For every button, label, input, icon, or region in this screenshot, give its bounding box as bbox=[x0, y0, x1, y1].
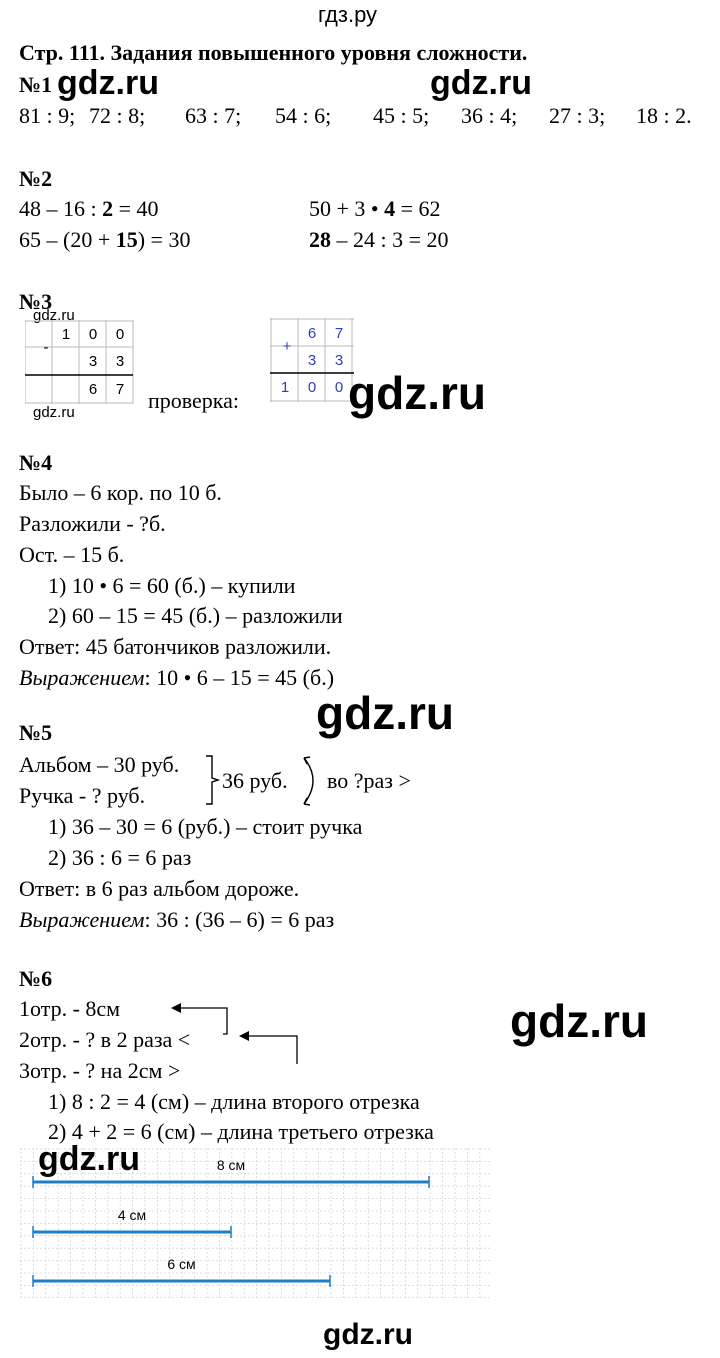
task3-label: №3 bbox=[19, 289, 53, 314]
condition-line: Ручка - ? руб. bbox=[19, 783, 146, 808]
watermark: gdz.ru bbox=[33, 307, 75, 324]
compare-label: во ?раз > bbox=[327, 768, 411, 793]
task2-label: №2 bbox=[19, 166, 53, 191]
solution-step: 1) 10 • 6 = 60 (б.) – купили bbox=[48, 573, 296, 598]
relation-arrows bbox=[165, 998, 305, 1068]
watermark: gdz.ru bbox=[430, 64, 532, 102]
equation: 65 – (20 + 15) = 30 bbox=[19, 227, 191, 252]
segment-label: 8 см bbox=[216, 1157, 246, 1173]
solution-step: 2) 36 : 6 = 6 раз bbox=[48, 845, 192, 870]
division-item: 81 : 9; bbox=[19, 103, 76, 128]
plus-sign: + bbox=[282, 337, 292, 355]
digit: 3 bbox=[115, 352, 125, 370]
division-item: 54 : 6; bbox=[275, 103, 332, 128]
condition-line: Альбом – 30 руб. bbox=[19, 752, 180, 777]
solution-step: 1) 8 : 2 = 4 (см) – длина второго отрезка bbox=[48, 1089, 420, 1114]
digit: 7 bbox=[115, 380, 125, 398]
compare-arrow bbox=[300, 752, 328, 810]
addition-grid bbox=[270, 318, 356, 402]
digit: 0 bbox=[334, 378, 344, 396]
digit: 7 bbox=[334, 324, 344, 342]
task5-label: №5 bbox=[19, 720, 53, 745]
digit: 0 bbox=[88, 325, 98, 343]
digit: 1 bbox=[280, 378, 290, 396]
condition-line: Разложили - ?б. bbox=[19, 511, 166, 536]
equation: 48 – 16 : 2 = 40 bbox=[19, 196, 159, 221]
digit: 3 bbox=[307, 351, 317, 369]
division-item: 72 : 8; bbox=[89, 103, 146, 128]
footer-watermark: gdz.ru bbox=[323, 1318, 413, 1351]
digit: 6 bbox=[88, 380, 98, 398]
site-header: гдз.ру bbox=[318, 2, 378, 27]
brace-total: 36 руб. bbox=[222, 768, 288, 793]
division-item: 27 : 3; bbox=[549, 103, 606, 128]
condition-line: Ост. – 15 б. bbox=[19, 542, 125, 567]
watermark: gdz.ru bbox=[316, 687, 454, 739]
minus-sign: - bbox=[43, 338, 49, 356]
digit: 0 bbox=[115, 325, 125, 343]
answer-line: Ответ: 45 батончиков разложили. bbox=[19, 634, 332, 659]
expression-line: Выражением: 36 : (36 – 6) = 6 раз bbox=[19, 907, 335, 932]
condition-line: 1отр. - 8см bbox=[19, 996, 121, 1021]
watermark: gdz.ru bbox=[33, 404, 75, 421]
segment-label: 4 см bbox=[117, 1207, 147, 1223]
check-label: проверка: bbox=[148, 388, 240, 413]
expression-line: Выражением: 10 • 6 – 15 = 45 (б.) bbox=[19, 665, 335, 690]
watermark: gdz.ru bbox=[348, 367, 486, 419]
subtraction-grid bbox=[25, 320, 135, 404]
digit: 0 bbox=[307, 378, 317, 396]
division-item: 63 : 7; bbox=[185, 103, 242, 128]
task6-label: №6 bbox=[19, 966, 53, 991]
condition-line: 2отр. - ? в 2 раза < bbox=[19, 1027, 191, 1052]
page-title: Стр. 111. Задания повышенного уровня сложности. bbox=[19, 40, 528, 65]
division-item: 18 : 2. bbox=[636, 103, 692, 128]
digit: 6 bbox=[307, 324, 317, 342]
equation: 50 + 3 • 4 = 62 bbox=[309, 196, 441, 221]
digit: 1 bbox=[61, 325, 71, 343]
watermark: gdz.ru bbox=[510, 995, 648, 1047]
watermark: gdz.ru bbox=[38, 1140, 140, 1178]
condition-line: Было – 6 кор. по 10 б. bbox=[19, 480, 222, 505]
task4-label: №4 bbox=[19, 450, 53, 475]
digit: 3 bbox=[88, 352, 98, 370]
division-item: 45 : 5; bbox=[373, 103, 430, 128]
watermark: gdz.ru bbox=[57, 64, 159, 102]
segment-label: 6 см bbox=[167, 1256, 196, 1272]
condition-line: 3отр. - ? на 2см > bbox=[19, 1058, 181, 1083]
equation: 28 – 24 : 3 = 20 bbox=[309, 227, 449, 252]
solution-step: 2) 4 + 2 = 6 (см) – длина третьего отрезка bbox=[48, 1119, 434, 1144]
solution-step: 2) 60 – 15 = 45 (б.) – разложили bbox=[48, 603, 343, 628]
answer-line: Ответ: в 6 раз альбом дороже. bbox=[19, 876, 300, 901]
task1-label: №1 bbox=[19, 72, 53, 97]
digit: 3 bbox=[334, 351, 344, 369]
solution-step: 1) 36 – 30 = 6 (руб.) – стоит ручка bbox=[48, 814, 363, 839]
division-item: 36 : 4; bbox=[461, 103, 518, 128]
